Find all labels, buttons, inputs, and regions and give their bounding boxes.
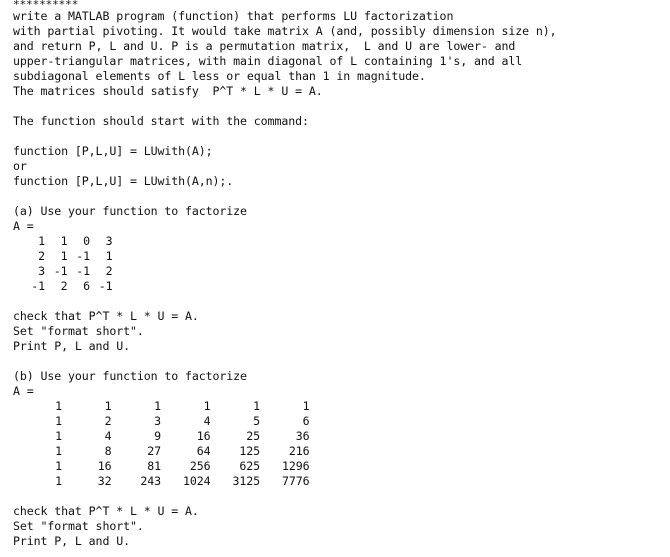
matrix-cell: 1 [38, 234, 45, 248]
matrix-cell: 1 [203, 399, 211, 413]
matrix-cell: 3125 [232, 474, 260, 488]
matrix-cell: 64 [196, 444, 211, 458]
matrix-cell: 25 [246, 429, 260, 443]
part-b-format: Set "format short". [13, 519, 144, 533]
matrix-cell: 1296 [281, 459, 310, 473]
matrix-cell: -1 [76, 249, 90, 263]
matrix-cell: 1 [104, 399, 112, 413]
matrix-row [13, 474, 310, 489]
part-a-matrix [13, 234, 113, 294]
intro-line: and return P, L and U. P is a permutation matrix, L and U are lower- and [13, 39, 516, 53]
matrix-cell: 256 [189, 459, 211, 473]
matrix-cell: 1 [253, 399, 260, 413]
matrix-row [13, 459, 310, 474]
start-instruction: The function should start with the command: [13, 114, 309, 128]
matrix-cell: 1 [60, 234, 68, 248]
intro-paragraph [13, 9, 663, 99]
matrix-cell: 125 [239, 444, 260, 458]
matrix-cell: 1 [55, 474, 62, 488]
matrix-cell: 27 [147, 444, 161, 458]
matrix-cell: -1 [76, 264, 90, 278]
matrix-cell: 6 [83, 279, 90, 293]
matrix-cell: 0 [83, 234, 90, 248]
part-a-matrix-label: A = [13, 219, 34, 233]
matrix-cell: 1 [55, 399, 62, 413]
part-a-check: check that P^T * L * U = A. [13, 309, 199, 323]
part-a-print: Print P, L and U. [13, 339, 130, 353]
part-a-heading: (a) Use your function to factorize [13, 204, 247, 218]
matrix-cell: 1 [55, 414, 62, 428]
intro-line: write a MATLAB program (function) that performs LU factorization [13, 9, 454, 23]
matrix-cell: 4 [203, 414, 211, 428]
matrix-cell: 1 [55, 429, 62, 443]
spacer [13, 354, 663, 369]
part-b-check: check that P^T * L * U = A. [13, 504, 199, 518]
function-signature-2: function [P,L,U] = LUwith(A,n);. [13, 174, 234, 188]
matrix-cell: 1 [55, 444, 62, 458]
matrix-cell: 6 [302, 414, 310, 428]
matrix-cell: 2 [104, 414, 112, 428]
matrix-cell: 36 [295, 429, 310, 443]
matrix-cell: 32 [97, 474, 112, 488]
problem-statement [13, 0, 663, 549]
spacer [13, 189, 663, 204]
matrix-row [13, 234, 113, 249]
matrix-cell: 2 [105, 264, 113, 278]
spacer [13, 99, 663, 114]
matrix-cell: 3 [38, 264, 45, 278]
part-b-matrix [13, 399, 310, 489]
matrix-row [13, 414, 310, 429]
matrix-row [13, 249, 113, 264]
spacer [13, 129, 663, 144]
matrix-cell: 243 [140, 474, 161, 488]
part-b-heading: (b) Use your function to factorize [13, 369, 247, 383]
part-a-format: Set "format short". [13, 324, 144, 338]
intro-line: upper-triangular matrices, with main diagonal of L containing 1's, and all [13, 54, 523, 68]
matrix-cell: 81 [147, 459, 161, 473]
intro-line: with partial pivoting. It would take matrix A (and, possibly dimension size n), [13, 24, 557, 38]
matrix-cell: 5 [253, 414, 260, 428]
matrix-row [13, 429, 310, 444]
matrix-cell: 1024 [182, 474, 211, 488]
matrix-cell: 3 [105, 234, 113, 248]
matrix-row [13, 264, 113, 279]
matrix-cell: -1 [31, 279, 45, 293]
matrix-cell: 1 [302, 399, 310, 413]
spacer [13, 489, 663, 504]
matrix-cell: 1 [154, 399, 161, 413]
part-b-matrix-label: A = [13, 384, 34, 398]
matrix-cell: 7776 [281, 474, 310, 488]
matrix-cell: -1 [53, 264, 68, 278]
matrix-cell: 1 [105, 249, 113, 263]
matrix-cell: 2 [38, 249, 45, 263]
matrix-cell: 9 [154, 429, 161, 443]
function-signature-1: function [P,L,U] = LUwith(A); [13, 144, 213, 158]
asterisk-divider: ********** [13, 0, 79, 9]
matrix-cell: 625 [239, 459, 260, 473]
matrix-cell: 216 [288, 444, 310, 458]
matrix-row [13, 279, 113, 294]
matrix-cell: 4 [104, 429, 112, 443]
or-text: or [13, 159, 27, 173]
intro-line: subdiagonal elements of L less or equal than 1 in magnitude. [13, 69, 426, 83]
matrix-cell: 3 [154, 414, 161, 428]
matrix-cell: 16 [196, 429, 211, 443]
spacer [13, 294, 663, 309]
matrix-row [13, 444, 310, 459]
matrix-cell: 8 [104, 444, 112, 458]
intro-line: The matrices should satisfy P^T * L * U = A. [13, 84, 323, 98]
matrix-cell: -1 [98, 279, 113, 293]
matrix-cell: 16 [97, 459, 112, 473]
matrix-row [13, 399, 310, 414]
matrix-cell: 2 [60, 279, 68, 293]
matrix-cell: 1 [55, 459, 62, 473]
matrix-cell: 1 [60, 249, 68, 263]
part-b-print: Print P, L and U. [13, 534, 130, 548]
